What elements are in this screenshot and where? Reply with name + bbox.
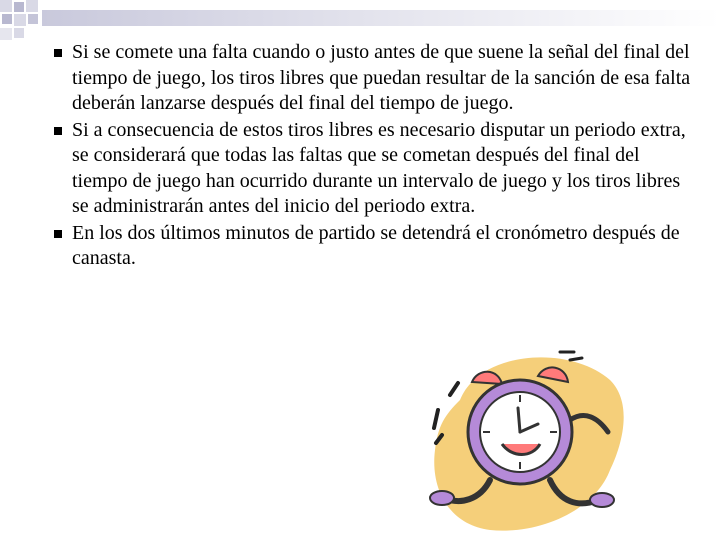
bullet-text: Si a consecuencia de estos tiros libres es necesario disputar un periodo extra, se considerará que todas las faltas que se cometan después del final del tiempo de juego han ocurrido durante un intervalo de juego y los tiros libres se administrarán antes del inicio del periodo extra. [72,118,686,217]
header-bar [42,10,720,26]
alarm-clock-icon [420,340,635,540]
bullet-item [44,118,694,220]
slide-content [44,40,694,273]
bullet-item [44,221,694,272]
square-bullet-icon [54,49,62,57]
bullet-list [44,40,694,272]
square-bullet-icon [54,127,62,135]
bullet-text: En los dos últimos minutos de partido se detendrá el cronómetro después de canasta. [72,221,680,269]
square-bullet-icon [54,230,62,238]
header-squares [0,0,38,40]
bullet-text: Si se comete una falta cuando o justo antes de que suene la señal del final del tiempo de juego, los tiros libres que puedan resultar de la sanción de esa falta deberán lanzarse después del final del tiempo de juego. [72,41,691,114]
bullet-item [44,40,694,117]
